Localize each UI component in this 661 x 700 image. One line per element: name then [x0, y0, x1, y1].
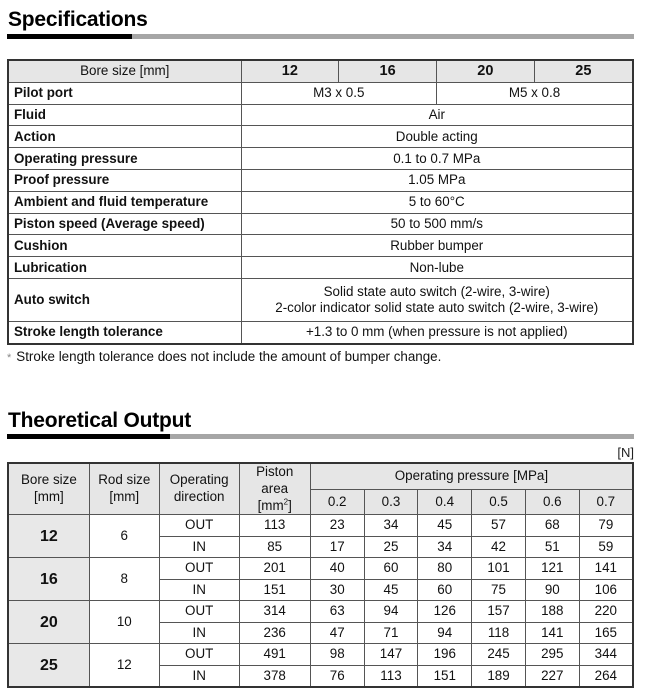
force-cell: 45: [364, 579, 418, 601]
theoretical-output-table: [7, 462, 634, 688]
force-cell: 71: [364, 622, 418, 644]
force-cell: 113: [364, 665, 418, 687]
force-cell: 60: [364, 558, 418, 580]
force-cell: 98: [310, 644, 364, 666]
spec-header-row: [8, 60, 633, 82]
table-row: [8, 601, 633, 623]
spec-row-cushion: [8, 235, 633, 257]
force-cell: 63: [310, 601, 364, 623]
force-cell: 42: [472, 536, 526, 558]
force-cell: 189: [472, 665, 526, 687]
spec-label: Pilot port: [8, 82, 241, 104]
spec-value-line: 2-color indicator solid state auto switch (2-wire, 3-wire): [275, 299, 599, 315]
force-cell: 227: [525, 665, 579, 687]
spec-value: 5 to 60°C: [241, 191, 633, 213]
force-cell: 118: [472, 622, 526, 644]
force-cell: 30: [310, 579, 364, 601]
force-cell: 57: [472, 515, 526, 537]
force-cell: 23: [310, 515, 364, 537]
header-line: Bore size: [20, 472, 77, 488]
force-cell: 157: [472, 601, 526, 623]
force-cell: 59: [579, 536, 633, 558]
pressure-header: 0.3: [364, 489, 418, 515]
rod-size-cell: 8: [89, 558, 159, 601]
spec-row-lubrication: [8, 257, 633, 279]
direction-cell: IN: [159, 665, 239, 687]
spec-value: Air: [241, 104, 633, 126]
spec-label: Ambient and fluid temperature: [8, 191, 241, 213]
bore-size-cell: 12: [8, 515, 89, 558]
direction-cell: OUT: [159, 644, 239, 666]
spec-label: Piston speed (Average speed): [8, 213, 241, 235]
spec-label: Action: [8, 126, 241, 148]
pressure-header: 0.4: [418, 489, 472, 515]
footnote-asterisk-icon: *: [7, 352, 12, 364]
force-cell: 75: [472, 579, 526, 601]
direction-cell: OUT: [159, 515, 239, 537]
output-header-row-1: [8, 463, 633, 489]
spec-value: M3 x 0.5: [241, 82, 437, 104]
force-cell: 25: [364, 536, 418, 558]
force-cell: 220: [579, 601, 633, 623]
spec-label: Operating pressure: [8, 148, 241, 170]
direction-cell: IN: [159, 536, 239, 558]
spec-label: Stroke length tolerance: [8, 321, 241, 343]
spec-value: 0.1 to 0.7 MPa: [241, 148, 633, 170]
header-line: Rod size: [98, 472, 151, 488]
direction-cell: OUT: [159, 558, 239, 580]
direction-column-header: [159, 463, 239, 515]
spec-value: 50 to 500 mm/s: [241, 213, 633, 235]
rod-size-cell: 6: [89, 515, 159, 558]
force-cell: 34: [364, 515, 418, 537]
direction-cell: IN: [159, 622, 239, 644]
header-text: [mm: [257, 497, 284, 513]
spec-row-temperature: [8, 191, 633, 213]
force-cell: 90: [525, 579, 579, 601]
header-line: Piston area: [256, 464, 294, 496]
force-cell: 60: [418, 579, 472, 601]
spec-value: 1.05 MPa: [241, 169, 633, 191]
spec-label: Cushion: [8, 235, 241, 257]
rod-size-column-header: [89, 463, 159, 515]
piston-area-cell: 314: [239, 601, 310, 623]
spec-footnote: [7, 349, 441, 364]
force-cell: 196: [418, 644, 472, 666]
force-cell: 94: [364, 601, 418, 623]
footnote-text: Stroke length tolerance does not include the amount of bumper change.: [16, 349, 442, 364]
header-text: ]: [288, 497, 292, 513]
spec-label: Proof pressure: [8, 169, 241, 191]
header-line: Operating: [169, 472, 229, 488]
spec-row-operating-pressure: [8, 148, 633, 170]
spec-row-piston-speed: [8, 213, 633, 235]
bore-size-16: 16: [339, 60, 437, 82]
header-line: [mm]: [34, 489, 64, 505]
specifications-title: Specifications: [8, 8, 148, 31]
force-cell: 80: [418, 558, 472, 580]
force-cell: 165: [579, 622, 633, 644]
spec-value: Non-lube: [241, 257, 633, 279]
superscript: 2: [283, 497, 289, 507]
spec-label: Lubrication: [8, 257, 241, 279]
spec-row-proof-pressure: [8, 169, 633, 191]
force-cell: 141: [525, 622, 579, 644]
direction-cell: IN: [159, 579, 239, 601]
force-cell: 344: [579, 644, 633, 666]
piston-area-cell: 201: [239, 558, 310, 580]
spec-value-line: Solid state auto switch (2-wire, 3-wire): [323, 283, 550, 299]
bore-size-column-header: [8, 463, 89, 515]
specifications-title-underline: [7, 34, 634, 39]
piston-area-cell: 491: [239, 644, 310, 666]
bore-size-20: 20: [437, 60, 535, 82]
force-cell: 79: [579, 515, 633, 537]
unit-label: [N]: [617, 445, 634, 460]
table-row: [8, 644, 633, 666]
spec-value: Rubber bumper: [241, 235, 633, 257]
spec-value: +1.3 to 0 mm (when pressure is not applied): [241, 321, 633, 343]
rod-size-cell: 12: [89, 644, 159, 688]
operating-pressure-group-header: Operating pressure [MPa]: [310, 463, 633, 489]
force-cell: 47: [310, 622, 364, 644]
piston-area-cell: 151: [239, 579, 310, 601]
spec-value: M5 x 0.8: [437, 82, 634, 104]
force-cell: 40: [310, 558, 364, 580]
spec-label: Fluid: [8, 104, 241, 126]
title-underline-accent: [7, 434, 170, 439]
bore-size-25: 25: [534, 60, 633, 82]
force-cell: 106: [579, 579, 633, 601]
table-row: [8, 515, 633, 537]
force-cell: 101: [472, 558, 526, 580]
spec-row-pilot-port: [8, 82, 633, 104]
spec-row-fluid: [8, 104, 633, 126]
force-cell: 76: [310, 665, 364, 687]
spec-label: Auto switch: [8, 278, 241, 321]
force-cell: 245: [472, 644, 526, 666]
table-row: [8, 558, 633, 580]
spec-row-action: [8, 126, 633, 148]
bore-size-cell: 16: [8, 558, 89, 601]
theoretical-output-title-underline: [7, 434, 634, 439]
piston-area-column-header: [239, 463, 310, 515]
header-line: [242, 498, 308, 515]
force-cell: 126: [418, 601, 472, 623]
theoretical-output-title: Theoretical Output: [8, 409, 192, 432]
bore-size-header: Bore size [mm]: [8, 60, 241, 82]
direction-cell: OUT: [159, 601, 239, 623]
force-cell: 121: [525, 558, 579, 580]
piston-area-cell: 113: [239, 515, 310, 537]
force-cell: 34: [418, 536, 472, 558]
force-cell: 51: [525, 536, 579, 558]
force-cell: 295: [525, 644, 579, 666]
rod-size-cell: 10: [89, 601, 159, 644]
header-line: direction: [173, 489, 225, 505]
pressure-header: 0.6: [525, 489, 579, 515]
force-cell: 68: [525, 515, 579, 537]
force-cell: 147: [364, 644, 418, 666]
force-cell: 141: [579, 558, 633, 580]
bore-size-12: 12: [241, 60, 339, 82]
bore-size-cell: 20: [8, 601, 89, 644]
force-cell: 17: [310, 536, 364, 558]
spec-row-auto-switch: [8, 278, 633, 321]
force-cell: 188: [525, 601, 579, 623]
piston-area-cell: 85: [239, 536, 310, 558]
pressure-header: 0.2: [310, 489, 364, 515]
spec-value: Double acting: [241, 126, 633, 148]
pressure-header: 0.7: [579, 489, 633, 515]
piston-area-cell: 378: [239, 665, 310, 687]
force-cell: 45: [418, 515, 472, 537]
spec-value: [241, 278, 633, 321]
force-cell: 151: [418, 665, 472, 687]
force-cell: 264: [579, 665, 633, 687]
header-line: [mm]: [109, 489, 140, 505]
bore-size-cell: 25: [8, 644, 89, 688]
spec-row-stroke-tolerance: [8, 321, 633, 343]
pressure-header: 0.5: [472, 489, 526, 515]
title-underline-accent: [7, 34, 132, 39]
specifications-table: [7, 59, 634, 345]
piston-area-cell: 236: [239, 622, 310, 644]
force-cell: 94: [418, 622, 472, 644]
